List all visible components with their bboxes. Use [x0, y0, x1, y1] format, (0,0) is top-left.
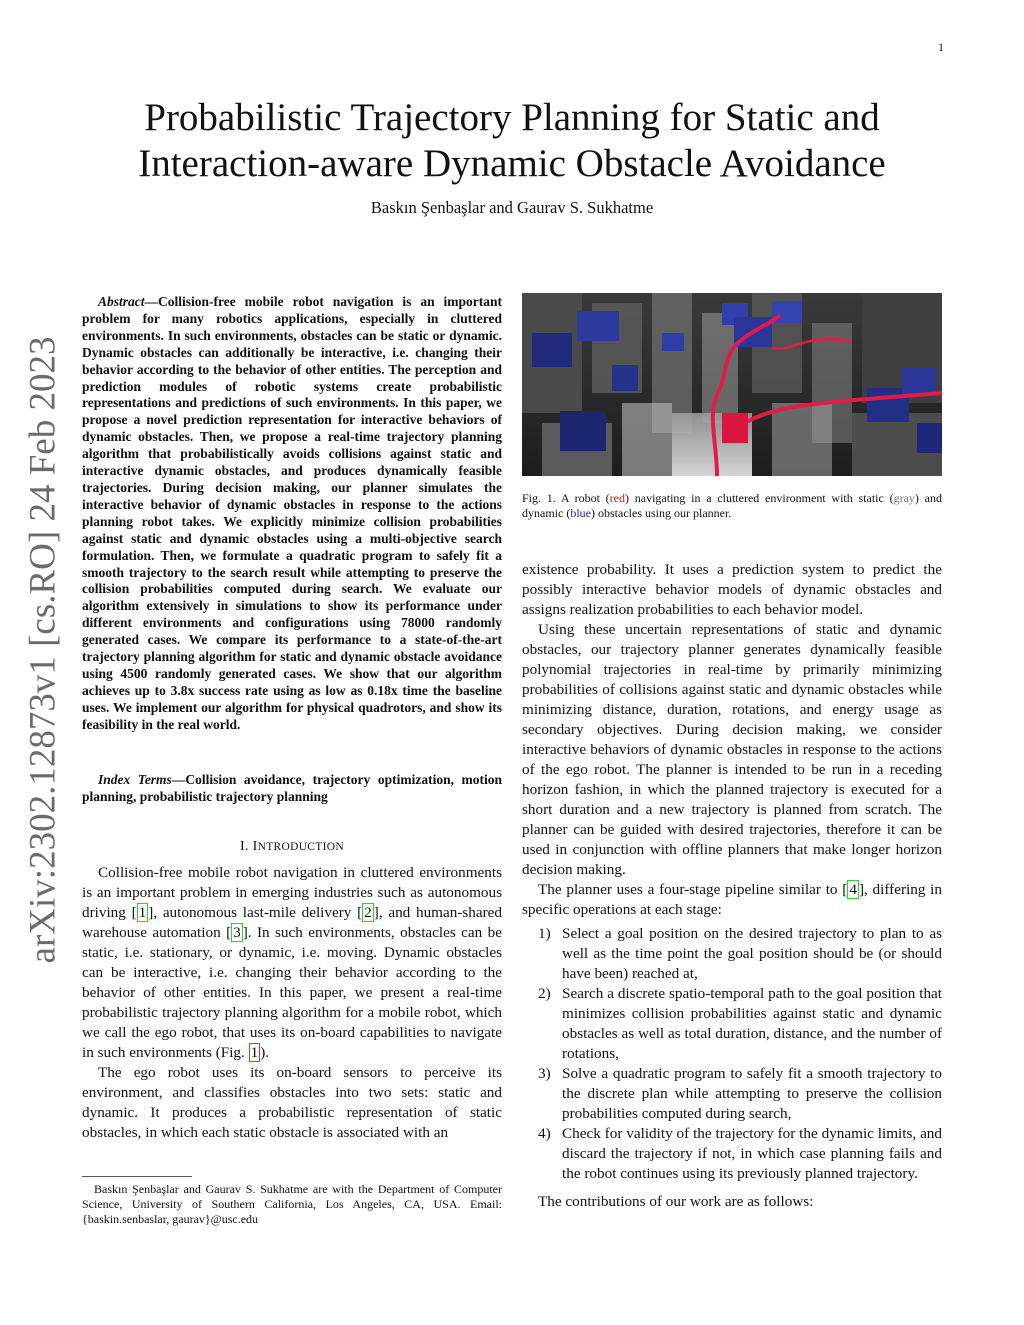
- index-terms-label: Index Terms: [98, 772, 172, 787]
- section-title-rest: NTRODUCTION: [257, 841, 344, 853]
- right-paragraph-1: existence probability. It uses a prediction system to predict the possibly interactive behavior models of dynamic obstacles and assigns realization probabilities to each behavior model.: [522, 561, 942, 618]
- intro-paragraph-2: The ego robot uses its on-board sensors to perceive its environment, and classifies obstacles into two sets: static and dynamic. It produces a probabilistic representation of static obstacles, in which each static obstacle is associated with an: [82, 1064, 502, 1141]
- section-title-initial: I: [252, 839, 258, 854]
- right-column-body: [522, 560, 942, 1212]
- caption-gray: gray: [893, 491, 915, 505]
- robot-environment-render: [522, 293, 942, 476]
- abstract-label: Abstract: [98, 294, 145, 309]
- caption-red: red: [609, 491, 625, 505]
- figure-link[interactable]: 1: [250, 1044, 259, 1061]
- arxiv-id: arXiv:2302.12873v1 [cs.RO] 24 Feb 2023: [22, 336, 64, 964]
- index-terms-text: Collision avoidance, trajectory optimization, motion planning, probabilistic trajectory planning: [82, 772, 503, 804]
- citation-link[interactable]: 1: [138, 904, 147, 921]
- list-item: 4) Check for validity of the trajectory for the dynamic limits, and discard the trajectory if not, in which case planning fails and the robot continues using its previously planned trajectory.: [538, 1125, 942, 1182]
- authors: Baskın Şenbaşlar and Gaurav S. Sukhatme: [370, 198, 654, 217]
- citation-link[interactable]: 4: [849, 881, 857, 898]
- introduction-body: [82, 863, 502, 1143]
- index-terms: Index Terms—Collision avoidance, trajectory optimization, motion planning, probabilistic trajectory planning: [82, 772, 503, 804]
- right-paragraph-4: The contributions of our work are as follows:: [538, 1193, 814, 1210]
- page-number: 1: [938, 40, 944, 54]
- pipeline-stages-list: [522, 924, 942, 1184]
- list-item: 3) Solve a quadratic program to safely fit a smooth trajectory to the discrete plan while attempting to preserve the collision probabilities computed during search,: [538, 1065, 942, 1122]
- list-item: 1) Select a goal position on the desired trajectory to plan to as well as the time point the goal position should be (or should have been) reached at,: [538, 925, 942, 982]
- caption-blue: blue: [570, 506, 591, 520]
- section-number: I.: [240, 839, 249, 854]
- footnote: Baskın Şenbaşlar and Gaurav S. Sukhatme are with the Department of Computer Science, University of Southern California, Los Angeles, CA, USA. Email: {baskin.senbaslar, gaurav}@usc.edu: [82, 1182, 502, 1226]
- right-paragraph-3: The planner uses a four-stage pipeline similar to [ 4 ], differing in specific operations at each stage:: [522, 881, 942, 918]
- list-item: 2) Search a discrete spatio-temporal path to the goal position that minimizes collision probabilities against static and dynamic obstacles as well as total duration, distance, and the number of rotations,: [538, 985, 942, 1062]
- citation-link[interactable]: 2: [364, 904, 372, 921]
- intro-paragraph-1: Collision-free mobile robot navigation in cluttered environments is an important problem in emerging industries such as autonomous driving [ 1 ], autonomous last-mile delivery [ 2 ], and human-shared warehouse automation [ 3 ]. In such environments, obstacles can be static, i.e. stationary, or dynamic, i.e. moving. Dynamic obstacles can be interactive, i.e. changing their behavior according to the behavior of other entities. In this paper, we present a real-time probabilistic trajectory planning algorithm for a mobile robot, which we call the ego robot, that uses its on-board capabilities to navigate in such environments (Fig. 1 ).: [82, 864, 503, 1061]
- title-line-2: Interaction-aware Dynamic Obstacle Avoidance: [138, 142, 886, 185]
- abstract-text: Collision-free mobile robot navigation is an important problem for many robotics applications, especially in cluttered environments. In such environments, obstacles can be static or dynamic. Dynamic obstacles can additionally be interactive, i.e. changing their behavior according to the behavior of other entities. The perception and prediction modules of robotic systems create probabilistic representations and predictions of such environments. In this paper, we propose a novel prediction representation for interactive behaviors of dynamic obstacles. Then, we propose a real-time trajectory planning algorithm that probabilistically avoids collisions against static and interactive dynamic obstacles, and produces dynamically feasible trajectories. During decision making, our planner simulates the interactive behavior of dynamic obstacles in response to the actions planning robot takes. We explicitly minimize collision probabilities against static and dynamic obstacles using a multi-objective search formulation. Then, we formulate a quadratic program to safely fit a smooth trajectory to the search result while attempting to preserve the collision probabilities computed during search. We evaluate our algorithm extensively in simulations to show its performance under different environments and configurations using 78000 randomly generated cases. We compare its performance to a state-of-the-art trajectory planning algorithm for static and dynamic obstacle avoidance using 4500 randomly generated cases. We show that our algorithm achieves up to 3.8x success rate using as low as 0.18x time the baseline uses. We implement our algorithm for physical quadrotors, and show its feasibility in the real world.: [82, 294, 502, 732]
- section-heading-introduction: [82, 839, 502, 855]
- right-paragraph-2: Using these uncertain representations of static and dynamic obstacles, our trajectory planner generates dynamically feasible polynomial trajectories in real-time by primarily minimizing probabilities of collisions against static and dynamic obstacles while minimizing distance, duration, rotations, and energy usage as secondary objectives. During decision making, we consider interactive behaviors of dynamic obstacles in response to the actions of the ego robot. The planner is intended to be run in a receding horizon fashion, in which the planned trajectory is executed for a short duration and a new trajectory is planned from scratch. The planner can be guided with desired trajectories, therefore it can be used in conjunction with offline planners that make longer horizon decision making.: [522, 621, 942, 878]
- figure-1-caption: Fig. 1. A robot (red) navigating in a cluttered environment with static (gray) and dynamic (blue) obstacles using our planner.: [522, 491, 942, 520]
- title-line-1: Probabilistic Trajectory Planning for Static and: [144, 96, 880, 139]
- footnote-rule: [82, 1176, 192, 1177]
- figure-1-image: [522, 293, 942, 476]
- abstract: Abstract—Collision-free mobile robot navigation is an important problem for many robotics applications, especially in cluttered environments. In such environments, obstacles can be static or dynamic. Dynamic obstacles can additionally be interactive, i.e. changing their behavior according to the behavior of other entities. The perception and prediction modules of robotic systems create probabilistic representations and predictions of such environments. In this paper, we propose a novel prediction representation for interactive behaviors of dynamic obstacles. Then, we propose a real-time trajectory planning algorithm that probabilistically avoids collisions against static and interactive dynamic obstacles, and produces dynamically feasible trajectories. During decision making, our planner simulates the interactive behavior of dynamic obstacles in response to the actions planning robot takes. We explicitly minimize collision probabilities against static and dynamic obstacles using a multi-objective search formulation. Then, we formulate a quadratic program to safely fit a smooth trajectory to the search result while attempting to preserve the collision probabilities computed during search. We evaluate our algorithm extensively in simulations to show its performance under different environments and configurations using 78000 randomly generated cases. We compare its performance to a state-of-the-art trajectory planning algorithm for static and dynamic obstacle avoidance using 4500 randomly generated cases. We show that our algorithm achieves up to 3.8x success rate using as low as 0.18x time the baseline uses. We implement our algorithm for physical quadrotors, and show its feasibility in the real world.: [82, 294, 502, 732]
- citation-link[interactable]: 3: [233, 924, 241, 941]
- arxiv-stamp: [8, 336, 78, 964]
- paper-title: [100, 95, 924, 187]
